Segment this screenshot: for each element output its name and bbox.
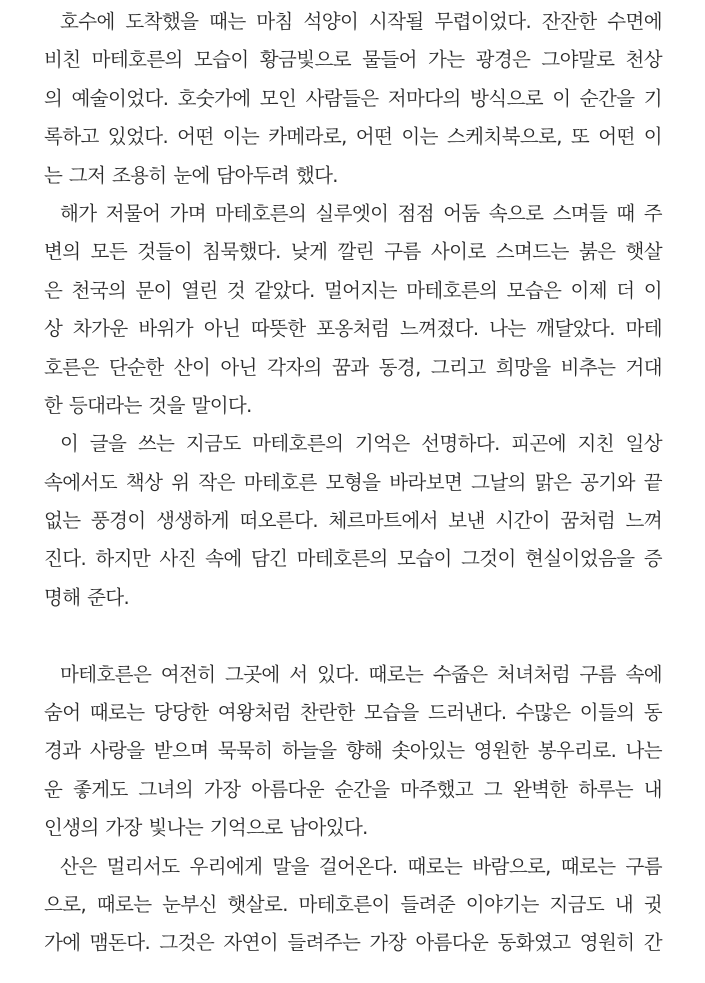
text-line: 이 글을 쓰는 지금도 마테호른의 기억은 선명하다. 피곤에 지친 일상: [60, 432, 662, 456]
document-page: [44, 3, 662, 963]
text-line: 록하고 있었다. 어떤 이는 카메라로, 어떤 이는 스케치북으로, 또 어떤 이: [44, 125, 662, 149]
text-line: 없는 풍경이 생생하게 떠오른다. 체르마트에서 보낸 시간이 꿈처럼 느껴: [44, 509, 662, 533]
text-line: 산은 멀리서도 우리에게 말을 걸어온다. 때로는 바람으로, 때로는 구름: [60, 854, 662, 878]
paragraph-silhouette: [44, 195, 662, 425]
text-line: 진다. 하지만 사진 속에 담긴 마테호른의 모습이 그것이 현실이었음을 증: [44, 547, 662, 571]
text-line: 명해 준다.: [44, 585, 130, 609]
text-line: 해가 저물어 가며 마테호른의 실루엣이 점점 어둠 속으로 스며들 때 주: [60, 201, 662, 225]
text-line: 상 차가운 바위가 아닌 따뜻한 포옹처럼 느껴졌다. 나는 깨달았다. 마테: [44, 317, 662, 341]
paragraph-spacer: [44, 617, 662, 655]
text-line: 인생의 가장 빛나는 기억으로 남아있다.: [44, 816, 368, 840]
text-line: 한 등대라는 것을 말이다.: [44, 393, 252, 417]
text-line: 가에 맴돈다. 그것은 자연이 들려주는 가장 아름다운 동화였고 영원히 간: [44, 931, 662, 955]
text-line: 의 예술이었다. 호숫가에 모인 사람들은 저마다의 방식으로 이 순간을 기: [44, 86, 662, 110]
paragraph-still-standing: [44, 656, 662, 848]
paragraph-mountain-speaks: [44, 848, 662, 963]
text-line: 비친 마테호른의 모습이 황금빛으로 물들어 가는 광경은 그야말로 천상: [44, 48, 662, 72]
text-line: 변의 모든 것들이 침묵했다. 낮게 깔린 구름 사이로 스며드는 붉은 햇살: [44, 240, 662, 264]
text-line: 으로, 때로는 눈부신 햇살로. 마테호른이 들려준 이야기는 지금도 내 귓: [44, 892, 662, 916]
paragraph-memory: [44, 425, 662, 617]
text-line: 는 그저 조용히 눈에 담아두려 했다.: [44, 163, 338, 187]
text-line: 은 천국의 문이 열린 것 같았다. 멀어지는 마테호른의 모습은 이제 더 이: [44, 278, 662, 302]
paragraph-lake-sunset: [44, 3, 662, 195]
text-line: 속에서도 책상 위 작은 마테호른 모형을 바라보면 그날의 맑은 공기와 끝: [44, 470, 662, 494]
text-line: 경과 사랑을 받으며 묵묵히 하늘을 향해 솟아있는 영원한 봉우리로. 나는: [44, 739, 662, 763]
text-line: 호른은 단순한 산이 아닌 각자의 꿈과 동경, 그리고 희망을 비추는 거대: [44, 355, 662, 379]
text-line: 마테호른은 여전히 그곳에 서 있다. 때로는 수줍은 처녀처럼 구름 속에: [60, 662, 662, 686]
text-line: 숨어 때로는 당당한 여왕처럼 찬란한 모습을 드러낸다. 수많은 이들의 동: [44, 701, 662, 725]
text-line: 운 좋게도 그녀의 가장 아름다운 순간을 마주했고 그 완벽한 하루는 내: [44, 777, 662, 801]
text-line: 호수에 도착했을 때는 마침 석양이 시작될 무렵이었다. 잔잔한 수면에: [60, 10, 662, 33]
